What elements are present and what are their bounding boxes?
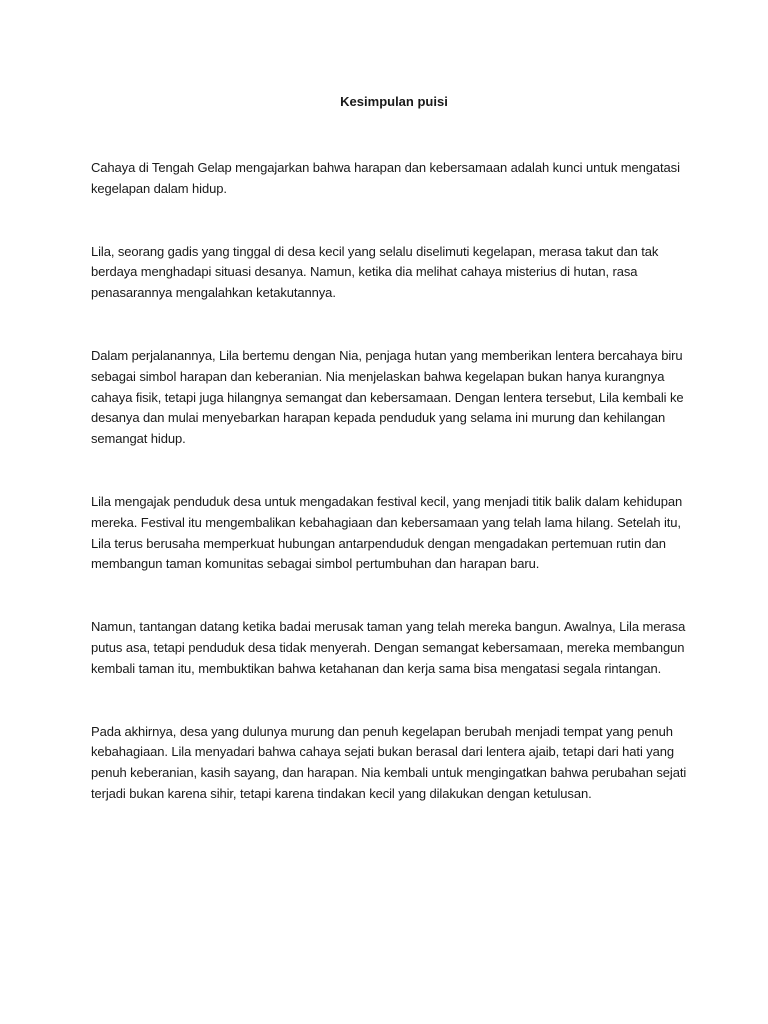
document-body — [91, 158, 691, 847]
paragraph-line: mereka. Festival itu mengembalikan kebahagiaan dan kebersamaan yang telah lama hilang. Setelah itu, — [91, 514, 681, 530]
paragraph — [91, 346, 691, 450]
paragraph-line: Dalam perjalanannya, Lila bertemu dengan Nia, penjaga hutan yang memberikan lentera bercahaya biru — [91, 347, 683, 363]
paragraph-line: penasarannya mengalahkan ketakutannya. — [91, 285, 336, 301]
document-title: Kesimpulan puisi — [340, 94, 448, 109]
paragraph — [91, 492, 691, 575]
paragraph — [91, 722, 691, 805]
paragraph-line: kebahagiaan. Lila menyadari bahwa cahaya sejati bukan berasal dari lentera ajaib, tetapi dari hati yang — [91, 744, 675, 760]
paragraph-line: desanya dan mulai menyebarkan harapan kepada penduduk yang selama ini murung dan kehilangan — [91, 410, 666, 426]
paragraph-line: terjadi bukan karena sihir, tetapi karena tindakan kecil yang dilakukan dengan ketulusan. — [91, 785, 592, 801]
paragraph-line: putus asa, tetapi penduduk desa tidak menyerah. Dengan semangat kebersamaan, mereka membangun — [91, 639, 685, 655]
paragraph-line: penuh keberanian, kasih sayang, dan harapan. Nia kembali untuk mengingatkan bahwa perubahan sejati — [91, 765, 687, 781]
paragraph-line: Lila, seorang gadis yang tinggal di desa kecil yang selalu diselimuti kegelapan, merasa takut dan tak — [91, 243, 659, 259]
paragraph — [91, 242, 691, 304]
paragraph-line: sebagai simbol harapan dan keberanian. Nia menjelaskan bahwa kegelapan bukan hanya kurangnya — [91, 368, 665, 384]
paragraph-line: cahaya fisik, tetapi juga hilangnya semangat dan kebersamaan. Dengan lentera tersebut, Lila kembali ke — [91, 389, 684, 405]
paragraph-line: Lila terus berusaha memperkuat hubungan antarpenduduk dengan mengadakan pertemuan rutin dan — [91, 535, 666, 551]
paragraph-line: berdaya menghadapi situasi desanya. Namun, ketika dia melihat cahaya misterius di hutan, rasa — [91, 264, 638, 280]
paragraph — [91, 158, 691, 200]
paragraph-line: membangun taman komunitas sebagai simbol pertumbuhan dan harapan baru. — [91, 556, 540, 572]
paragraph-line: Lila mengajak penduduk desa untuk mengadakan festival kecil, yang menjadi titik balik dalam kehidupan — [91, 493, 683, 509]
paragraph-line: semangat hidup. — [91, 431, 186, 447]
paragraph-line: Namun, tantangan datang ketika badai merusak taman yang telah mereka bangun. Awalnya, Lila merasa — [91, 619, 686, 635]
paragraph-line: Pada akhirnya, desa yang dulunya murung dan penuh kegelapan berubah menjadi tempat yang penuh — [91, 723, 673, 739]
paragraph — [91, 617, 691, 679]
paragraph-line: kegelapan dalam hidup. — [91, 180, 227, 196]
paragraph-line: kembali taman itu, membuktikan bahwa ketahanan dan kerja sama bisa mengatasi segala rintangan. — [91, 660, 662, 676]
paragraph-line: Cahaya di Tengah Gelap mengajarkan bahwa harapan dan kebersamaan adalah kunci untuk mengatasi — [91, 160, 680, 175]
